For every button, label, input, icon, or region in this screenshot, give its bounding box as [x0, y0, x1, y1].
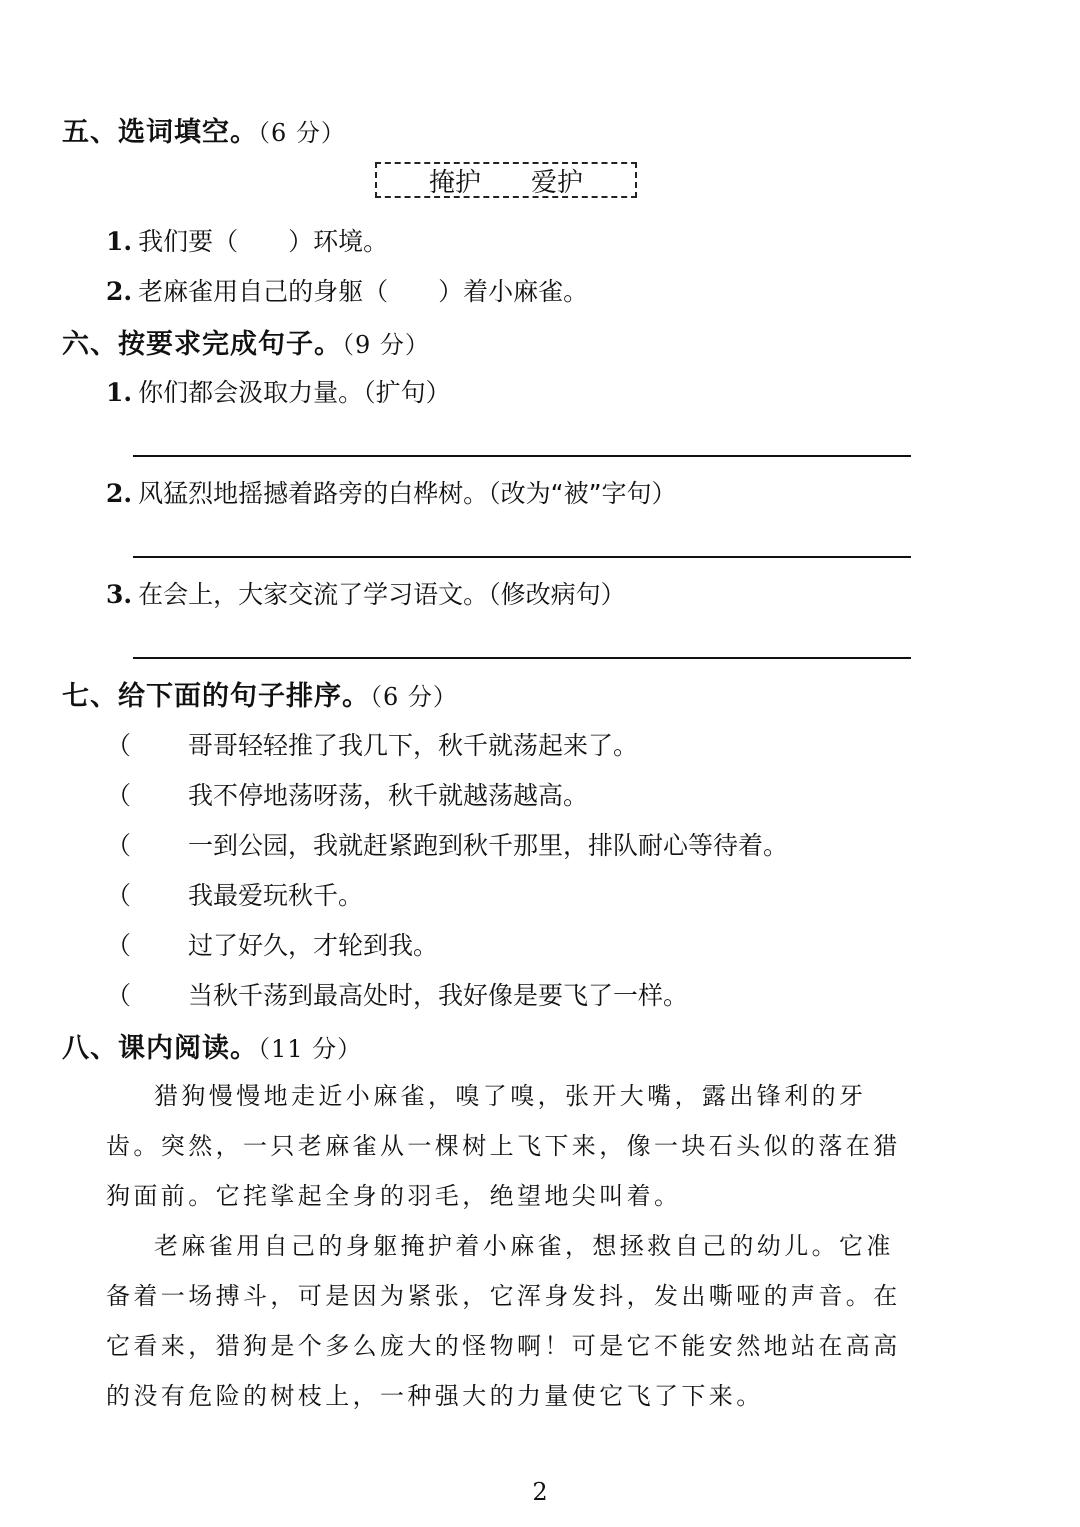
sequence-item: [106, 876, 363, 912]
passage-paragraph: 老麻雀用自己的身躯掩护着小麻雀，想拯救自己的幼儿。它准备着一场搏斗，可是因为紧张，它浑身发抖，发出嘶哑的声音。在它看来，猎狗是个多么庞大的怪物啊！可是它不能安然地站在高高的没有危险的树枝上，一种强大的力量使它飞了下来。: [106, 1232, 901, 1410]
section-title: 八、课内阅读。: [62, 1033, 258, 1064]
section-7-heading: [62, 674, 458, 713]
answer-line[interactable]: [133, 455, 911, 457]
task-text: 你们都会汲取力量。（扩句）: [138, 378, 451, 407]
item-number: 1.: [106, 378, 133, 407]
sequence-text: 当秋千荡到最高处时，我好像是要飞了一样。: [188, 981, 689, 1010]
sequence-item: [106, 776, 588, 812]
order-blank[interactable]: （: [106, 981, 132, 1010]
order-blank[interactable]: （: [106, 731, 132, 760]
section-score: （9 分）: [342, 331, 430, 359]
section-title: 六、按要求完成句子。: [62, 329, 342, 360]
item-text-after: ）环境。: [288, 227, 389, 256]
section-score: （6 分）: [258, 119, 346, 147]
sentence-task: [106, 575, 626, 611]
order-blank[interactable]: （: [106, 781, 132, 810]
task-text: 在会上，大家交流了学习语文。（修改病句）: [138, 580, 626, 609]
word-option: 掩护: [428, 167, 481, 198]
sequence-item: [106, 976, 688, 1012]
sequence-text: 我最爱玩秋千。: [188, 881, 364, 910]
sequence-text: 一到公园，我就赶紧跑到秋千那里，排队耐心等待着。: [188, 831, 789, 860]
word-choice-box: [375, 162, 637, 198]
task-text: 风猛烈地摇撼着路旁的白桦树。（改为“被”字句）: [138, 479, 677, 508]
sequence-text: 过了好久，才轮到我。: [188, 931, 439, 960]
section-8-heading: [62, 1026, 362, 1065]
reading-passage: [106, 1071, 916, 1421]
sequence-text: 哥哥轻轻推了我几下，秋千就荡起来了。: [188, 731, 639, 760]
section-title: 五、选词填空。: [62, 117, 258, 148]
section-title: 七、给下面的句子排序。: [62, 681, 370, 712]
section-score: （11 分）: [258, 1035, 363, 1063]
sequence-item: [106, 826, 788, 862]
order-blank[interactable]: （: [106, 881, 132, 910]
item-number: 1.: [106, 227, 133, 256]
item-number: 2.: [106, 479, 133, 508]
page-number: 2: [532, 1478, 548, 1506]
answer-line[interactable]: [133, 556, 911, 558]
sequence-text: 我不停地荡呀荡，秋千就越荡越高。: [188, 781, 589, 810]
order-blank[interactable]: （: [106, 831, 132, 860]
passage-paragraph: 猎狗慢慢地走近小麻雀，嗅了嗅，张开大嘴，露出锋利的牙齿。突然，一只老麻雀从一棵树上飞下来，像一块石头似的落在猎狗面前。它挓挲起全身的羽毛，绝望地尖叫着。: [106, 1082, 901, 1210]
sentence-task: [106, 373, 451, 409]
fill-blank-item: [106, 222, 388, 258]
section-5-heading: [62, 110, 346, 149]
section-score: （6 分）: [370, 683, 458, 711]
word-option: 爱护: [531, 167, 584, 198]
order-blank[interactable]: （: [106, 931, 132, 960]
item-text-after: ）着小麻雀。: [438, 277, 589, 306]
item-text-before: 老麻雀用自己的身躯（: [138, 277, 389, 306]
item-number: 2.: [106, 277, 133, 306]
answer-line[interactable]: [133, 657, 911, 659]
section-6-heading: [62, 322, 430, 361]
item-number: 3.: [106, 580, 133, 609]
sentence-task: [106, 474, 677, 510]
fill-blank-item: [106, 272, 588, 308]
item-text-before: 我们要（: [138, 227, 239, 256]
sequence-item: [106, 926, 438, 962]
sequence-item: [106, 726, 638, 762]
